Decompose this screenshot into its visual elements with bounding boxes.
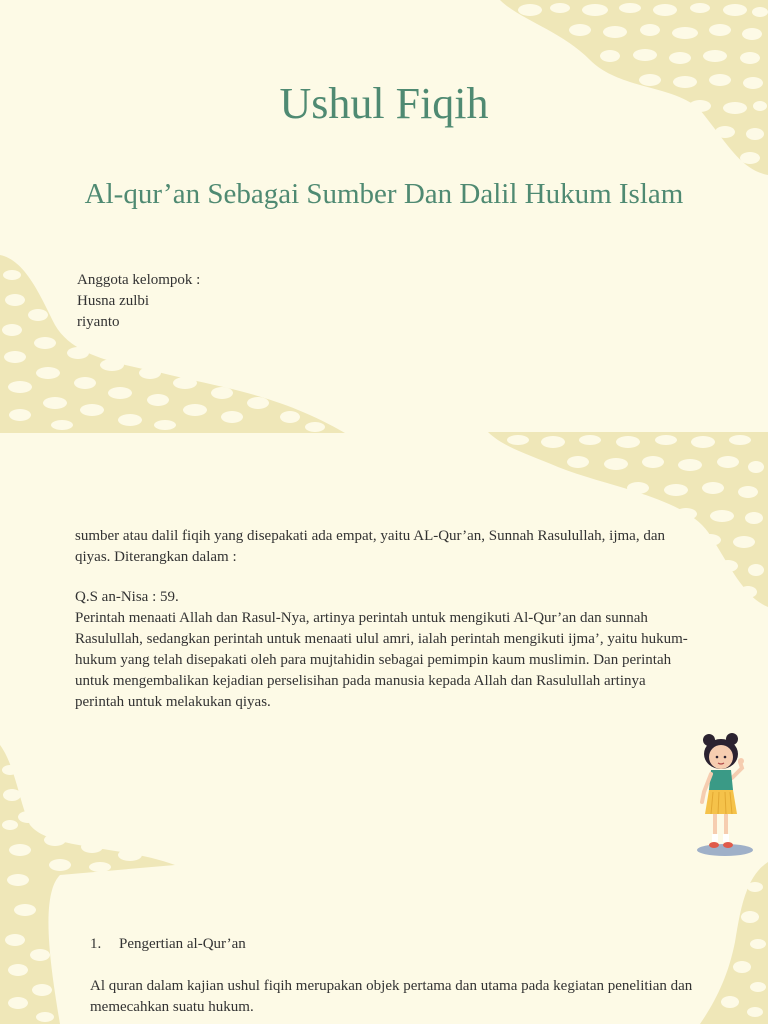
page-subtitle: Al-qur’an Sebagai Sumber Dan Dalil Hukum Islam <box>84 178 684 210</box>
members-heading: Anggota kelompok : <box>77 272 201 288</box>
pattern-right-middle <box>488 432 768 607</box>
member-name: Husna zulbi <box>77 293 150 309</box>
page-title: Ushul Fiqih <box>279 79 489 128</box>
verse-explanation: Perintah menaati Allah dan Rasul-Nya, artinya perintah untuk mengikuti Al-Qur’an dan sunnah Rasulullah, sedangkan perintah untuk menaati ulul amri, ialah perintah mengikuti ijma’, yaitu hukum-hukum yang telah disepakati oleh para mujtahidin sebagai pemimpin kaum muslimin. Dan perintah untuk mengembalikan kejadian perselisihan pada manusia kepada Allah dan Rasulullah artinya perintah untuk melakukan qiyas. <box>75 610 688 710</box>
member-name: riyanto <box>77 314 120 330</box>
pattern-right-bottom <box>700 862 768 1024</box>
intro-paragraph: sumber atau dalil fiqih yang disepakati ada empat, yaitu AL-Qur’an, Sunnah Rasulullah, ijma, dan qiyas. Diterangkan dalam : <box>75 528 665 565</box>
list-item <box>90 934 246 955</box>
verse-reference: Q.S an-Nisa : 59. <box>75 589 179 605</box>
group-members <box>77 270 200 333</box>
list-label: Pengertian al-Qur’an <box>119 936 246 952</box>
definition-paragraph: Al quran dalam kajian ushul fiqih merupakan objek pertama dan utama pada kegiatan penelitian dan memecahkan suatu hukum. <box>90 978 693 1015</box>
list-number: 1. <box>90 936 102 952</box>
girl-waving-illustration <box>694 730 756 858</box>
verse-section <box>75 587 695 713</box>
